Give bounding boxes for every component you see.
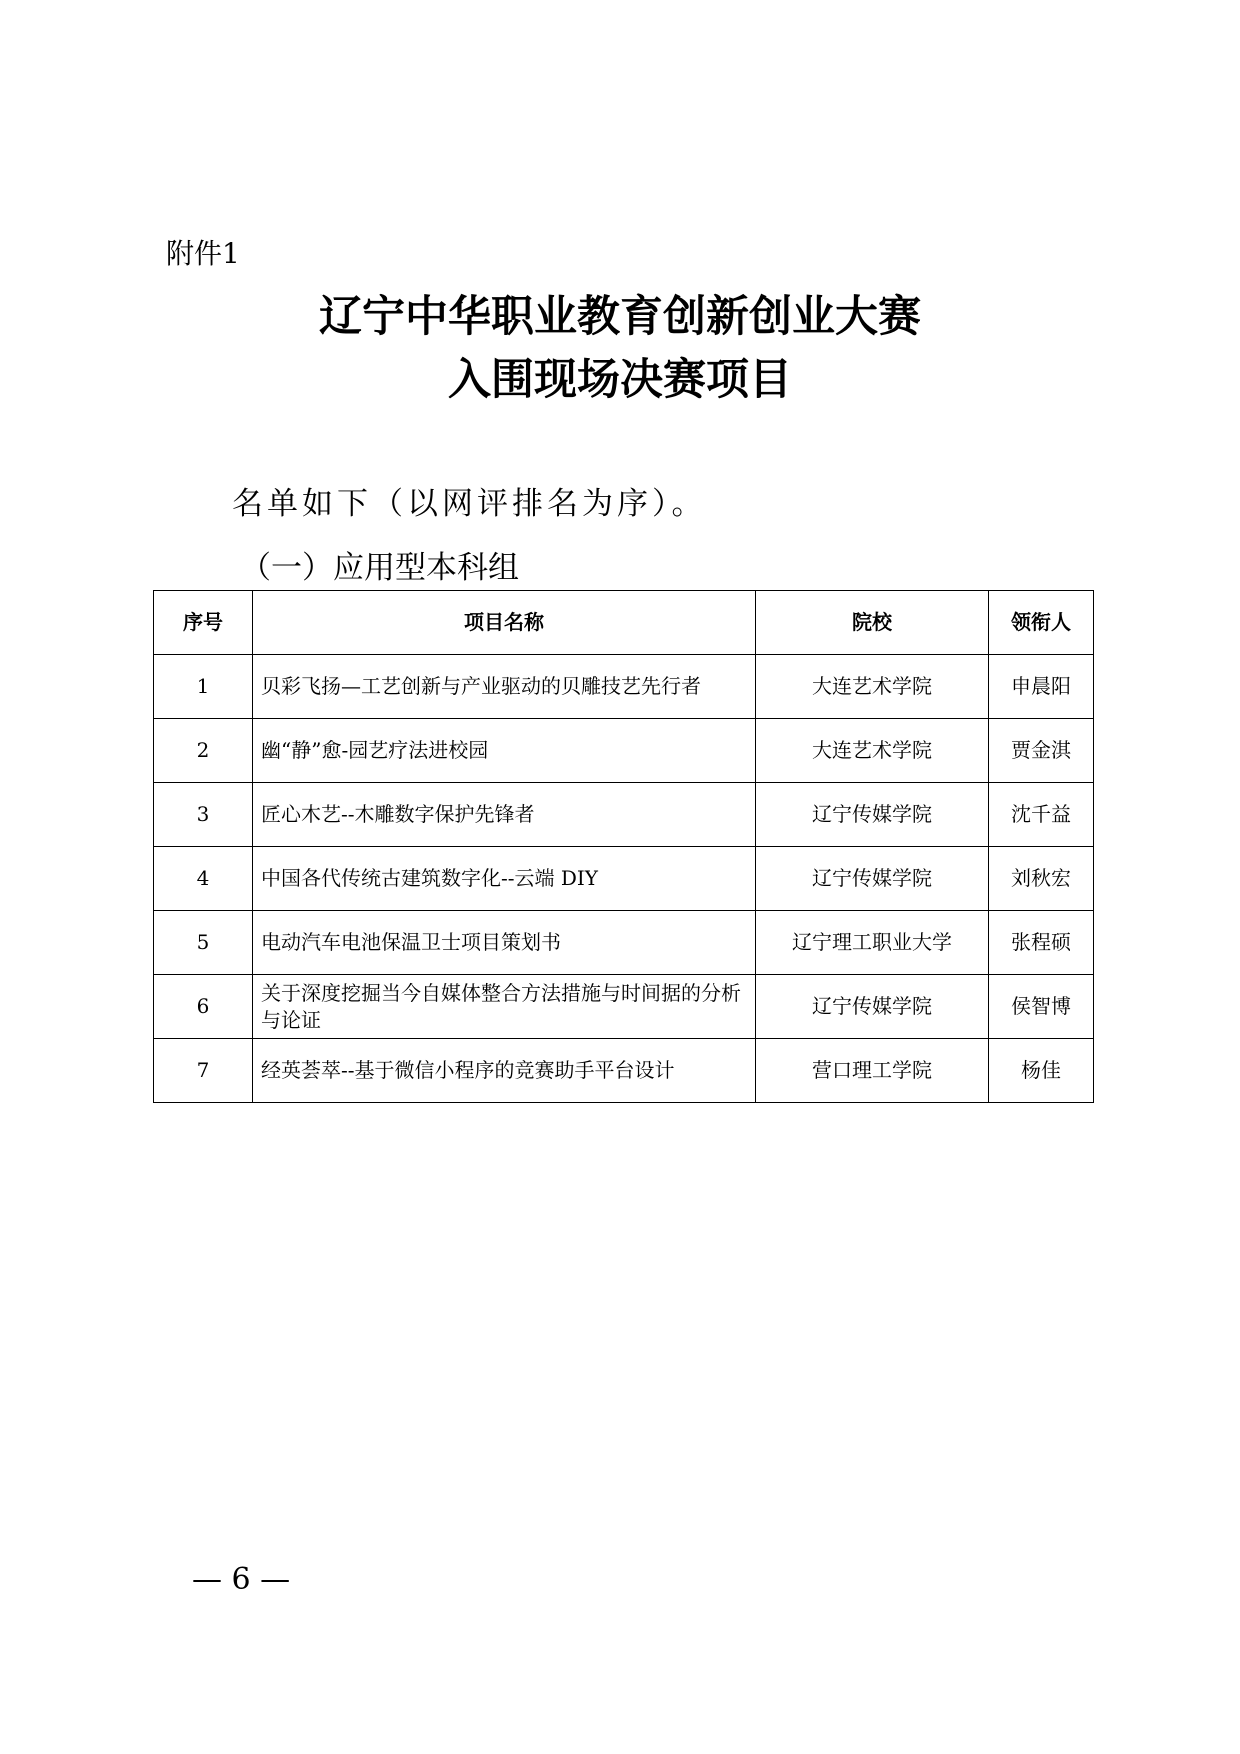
- finalist-table: [153, 590, 1094, 1103]
- attachment-label: 附件1: [166, 237, 240, 270]
- row-leader: 申晨阳: [989, 655, 1094, 719]
- table-row: [154, 1039, 1094, 1103]
- table-row: [154, 975, 1094, 1039]
- row-leader: 张程硕: [989, 911, 1094, 975]
- header-project-name: 项目名称: [253, 591, 756, 655]
- row-project: 幽“静”愈-园艺疗法进校园: [253, 719, 756, 783]
- table-row: [154, 783, 1094, 847]
- header-school: 院校: [756, 591, 989, 655]
- row-number: 4: [154, 847, 253, 911]
- table-row: [154, 847, 1094, 911]
- row-leader: 侯智博: [989, 975, 1094, 1039]
- row-school: 大连艺术学院: [756, 719, 989, 783]
- row-project: 电动汽车电池保温卫士项目策划书: [253, 911, 756, 975]
- row-leader: 杨佳: [989, 1039, 1094, 1103]
- row-school: 辽宁传媒学院: [756, 783, 989, 847]
- row-number: 6: [154, 975, 253, 1039]
- row-project: 匠心木艺--木雕数字保护先锋者: [253, 783, 756, 847]
- title-line-2: 入围现场决赛项目: [448, 355, 792, 405]
- row-project: 经英荟萃--基于微信小程序的竞赛助手平台设计: [253, 1039, 756, 1103]
- row-number: 5: [154, 911, 253, 975]
- row-project: 贝彩飞扬—工艺创新与产业驱动的贝雕技艺先行者: [253, 655, 756, 719]
- row-project: 关于深度挖掘当今自媒体整合方法措施与时间据的分析与论证: [253, 975, 756, 1039]
- row-school: 辽宁理工职业大学: [756, 911, 989, 975]
- row-school: 辽宁传媒学院: [756, 975, 989, 1039]
- table-row: [154, 911, 1094, 975]
- table-row: [154, 655, 1094, 719]
- row-school: 营口理工学院: [756, 1039, 989, 1103]
- document-title: [0, 286, 1240, 412]
- row-number: 7: [154, 1039, 253, 1103]
- table-header-row: [154, 591, 1094, 655]
- row-leader: 刘秋宏: [989, 847, 1094, 911]
- header-leader: 领衔人: [989, 591, 1094, 655]
- row-number: 1: [154, 655, 253, 719]
- row-leader: 贾金淇: [989, 719, 1094, 783]
- page-number: — 6 —: [192, 1562, 291, 1597]
- header-number: 序号: [154, 591, 253, 655]
- row-number: 2: [154, 719, 253, 783]
- table-row: [154, 719, 1094, 783]
- row-project: 中国各代传统古建筑数字化--云端 DIY: [253, 847, 756, 911]
- intro-text: 名单如下（以网评排名为序）。: [232, 486, 707, 522]
- row-school: 辽宁传媒学院: [756, 847, 989, 911]
- group-title: （一）应用型本科组: [240, 550, 519, 586]
- row-number: 3: [154, 783, 253, 847]
- row-leader: 沈千益: [989, 783, 1094, 847]
- row-school: 大连艺术学院: [756, 655, 989, 719]
- title-line-1: 辽宁中华职业教育创新创业大赛: [319, 292, 921, 342]
